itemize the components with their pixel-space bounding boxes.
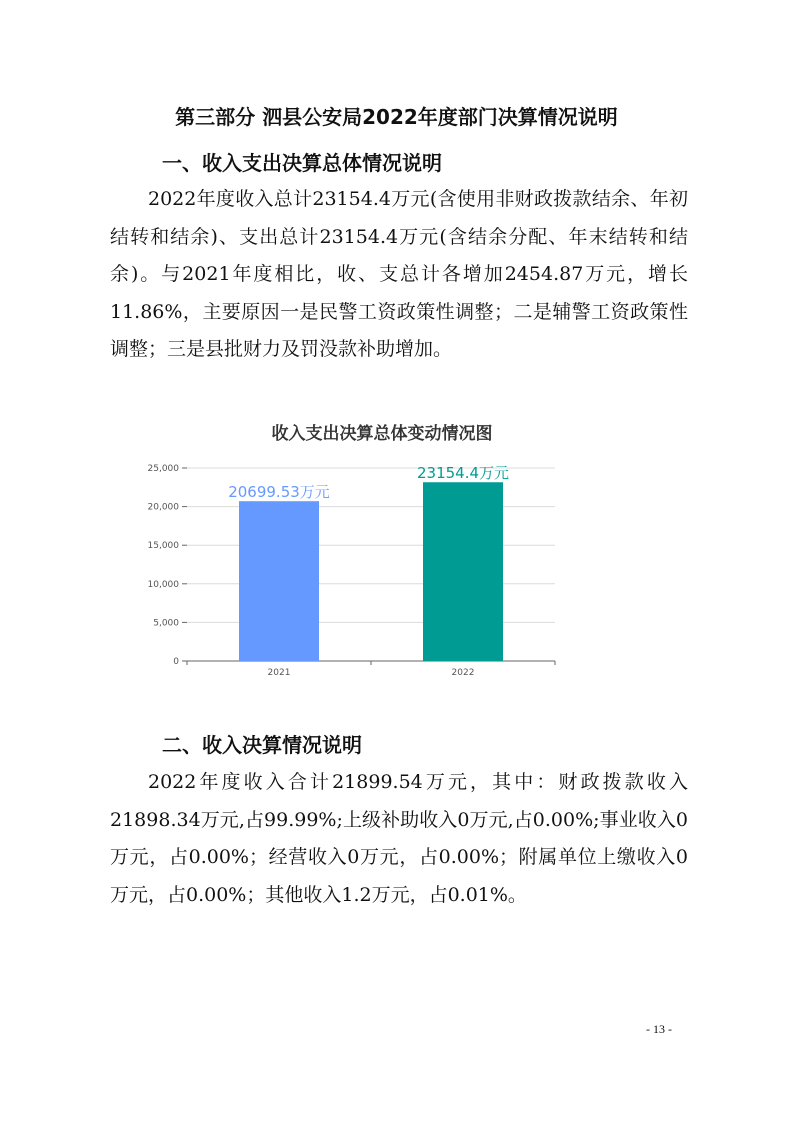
x-tick-label: 2021 [267, 668, 291, 678]
bar-2022 [423, 482, 503, 661]
y-tick-label: 10,000 [147, 579, 179, 590]
income-expense-chart [125, 418, 565, 680]
page-number: - 13 - [646, 1022, 672, 1036]
data-label-2021: 20699.53万元 [228, 483, 330, 502]
section2-text: 2022年度收入合计21899.54万元，其中：财政拨款收入21898.34万元,占99.99%;上级补助收入0万元,占0.00%;事业收入0万元，占0.00%；经营收入0万元，占0.00%；附属单位上缴收入0万元，占0.00%；其他收入1.2万元，占0.01%。 [110, 771, 688, 906]
chart-x-axis [187, 661, 555, 678]
y-tick-label: 20,000 [147, 502, 179, 513]
y-tick-label: 25,000 [147, 464, 179, 474]
chart-bars [228, 464, 509, 661]
part-title: 第三部分 泗县公安局2022年度部门决算情况说明 [175, 105, 618, 129]
section2-heading: 二、收入决算情况说明 [162, 733, 362, 757]
section1-text: 2022年度收入总计23154.4万元(含使用非财政拨款结余、年初结转和结余)、支出总计23154.4万元(含结余分配、年末结转和结余)。与2021年度相比，收、支总计各增加2454.87万元，增长11.86%，主要原因一是民警工资政策性调整；二是辅警工资政策性调整；三是县批财力及罚没款补助增加。 [110, 188, 688, 360]
section1-paragraph [110, 181, 688, 369]
y-tick-label: 15,000 [147, 541, 179, 552]
bar-2021 [239, 501, 319, 661]
chart-title: 收入支出决算总体变动情况图 [271, 424, 493, 444]
data-label-2022: 23154.4万元 [416, 464, 510, 483]
y-tick-label: 0 [173, 657, 179, 667]
y-tick-label: 5,000 [153, 618, 179, 629]
section2-paragraph [110, 764, 688, 914]
x-tick-label: 2022 [451, 668, 475, 678]
section1-heading: 一、收入支出决算总体情况说明 [162, 151, 442, 175]
